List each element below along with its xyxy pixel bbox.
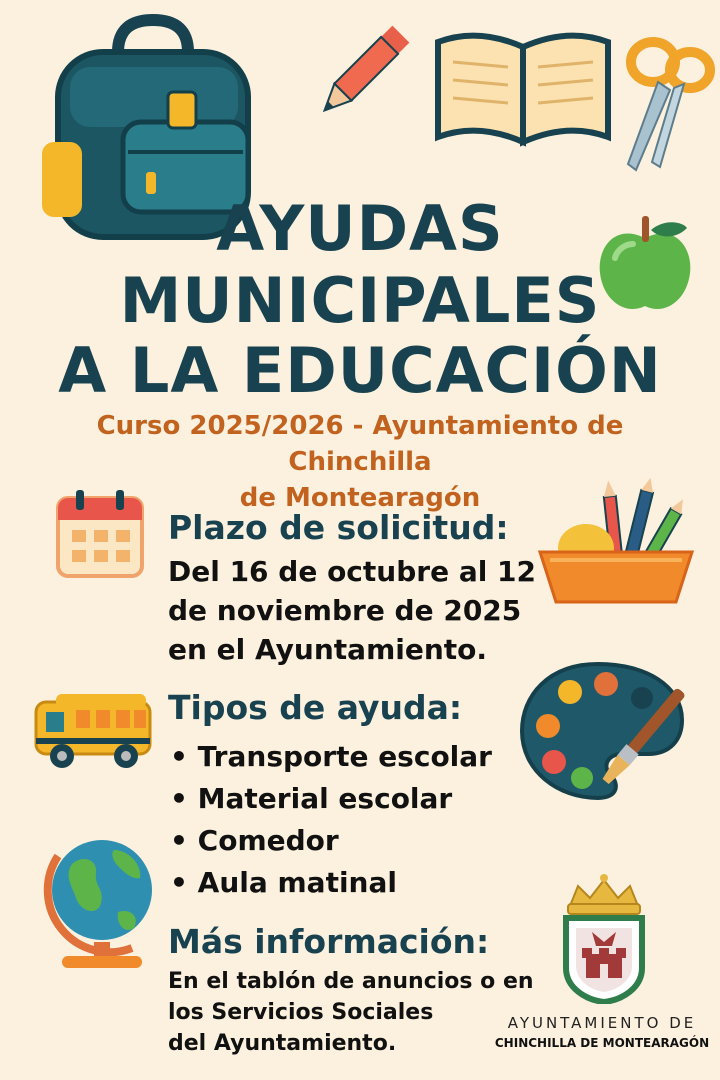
plazo-heading: Plazo de solicitud: <box>168 508 509 547</box>
info-text <box>168 966 534 1059</box>
tipos-list <box>170 736 492 904</box>
info-heading: Más información: <box>168 922 490 961</box>
tipos-heading: Tipos de ayuda: <box>168 688 463 727</box>
subtitle-line-2: de Montearagón <box>239 483 481 513</box>
tipo-item-aula-matinal: • Aula matinal <box>170 862 492 904</box>
plazo-line-2: de noviembre de 2025 <box>168 594 522 627</box>
title-line-1: AYUDAS <box>216 192 504 265</box>
palette-icon <box>518 656 698 806</box>
pencil-cup-icon <box>536 476 696 611</box>
title-line-2: MUNICIPALES <box>119 264 601 337</box>
title-line-3: A LA EDUCACIÓN <box>58 334 662 407</box>
coat-of-arms-icon <box>556 872 652 1004</box>
municipality-line-2: CHINCHILLA DE MONTEARAGÓN <box>494 1036 710 1050</box>
tipo-item-comedor: • Comedor <box>170 820 492 862</box>
info-line-1: En el tablón de anuncios o en <box>168 969 534 994</box>
plazo-text <box>168 552 536 669</box>
subtitle-line-1: Curso 2025/2026 - Ayuntamiento de Chinchilla <box>96 411 624 477</box>
municipality-line-1: AYUNTAMIENTO DE <box>507 1014 697 1032</box>
info-line-2: los Servicios Sociales <box>168 1000 434 1025</box>
tipo-item-material: • Material escolar <box>170 778 492 820</box>
info-line-3: del Ayuntamiento. <box>168 1031 397 1056</box>
bus-icon <box>32 688 154 772</box>
calendar-icon <box>54 488 146 580</box>
scissors-icon <box>618 22 718 172</box>
book-icon <box>428 22 618 152</box>
plazo-line-1: Del 16 de octubre al 12 <box>168 555 537 588</box>
globe-icon <box>36 820 158 976</box>
tipo-item-transporte: • Transporte escolar <box>170 736 492 778</box>
pencil-icon <box>312 18 412 128</box>
plazo-line-3: en el Ayuntamiento. <box>168 633 488 666</box>
